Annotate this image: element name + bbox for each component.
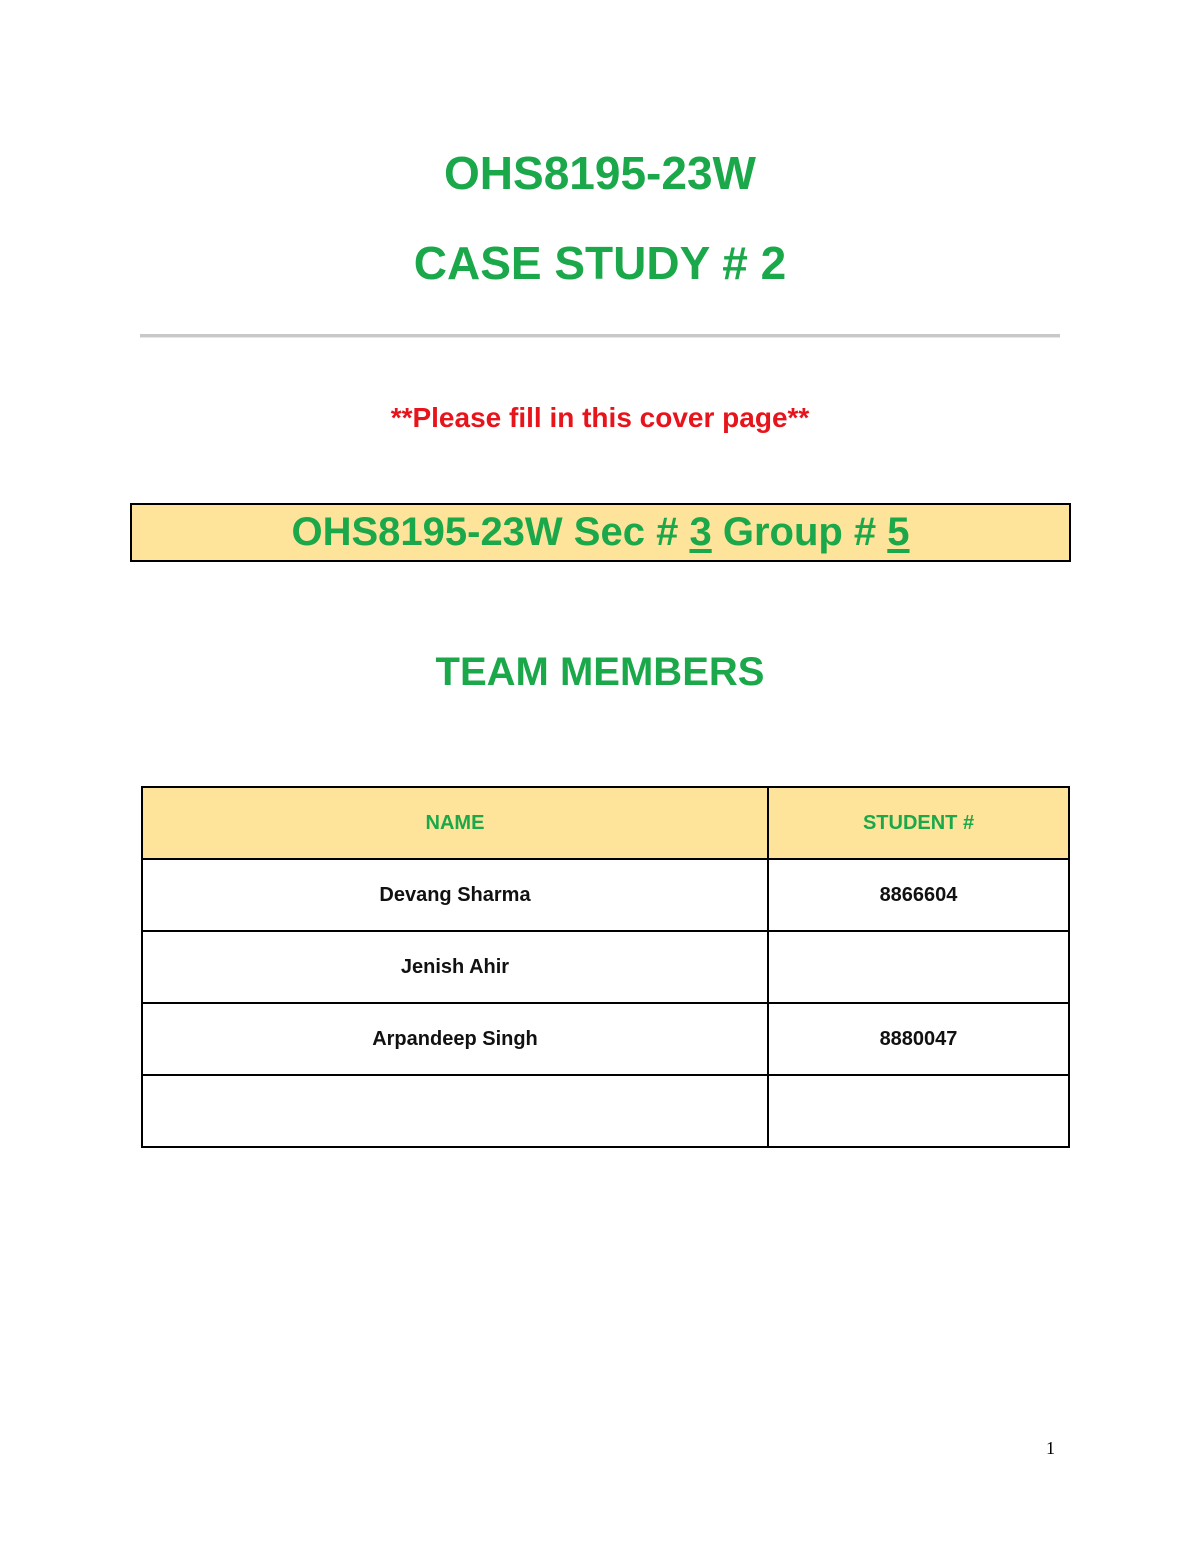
team-members-heading: TEAM MEMBERS [435,650,765,694]
instruction-text: **Please fill in this cover page** [390,402,810,433]
team-members-table [141,786,1070,1148]
group-label: Group # [722,510,877,554]
member-name: Jenish Ahir [142,931,768,1003]
member-name: Arpandeep Singh [142,1003,768,1075]
page-number: 1 [1046,1438,1055,1458]
member-student-number [768,1075,1069,1147]
table-row [142,1075,1069,1147]
member-student-number [768,931,1069,1003]
group-number: 5 [887,510,910,554]
section-group-box [130,503,1071,562]
section-prefix: OHS8195-23W Sec # [291,510,679,554]
member-name: Devang Sharma [142,859,768,931]
course-code-title: OHS8195-23W [444,147,756,199]
column-header-name: NAME [142,787,768,859]
case-study-title: CASE STUDY # 2 [413,237,787,289]
member-name [142,1075,768,1147]
table-row [142,931,1069,1003]
horizontal-divider [140,334,1060,338]
member-student-number: 8866604 [768,859,1069,931]
section-number: 3 [689,510,712,554]
member-student-number: 8880047 [768,1003,1069,1075]
column-header-student-number: STUDENT # [768,787,1069,859]
table-row [142,1003,1069,1075]
table-row [142,859,1069,931]
table-header-row [142,787,1069,859]
